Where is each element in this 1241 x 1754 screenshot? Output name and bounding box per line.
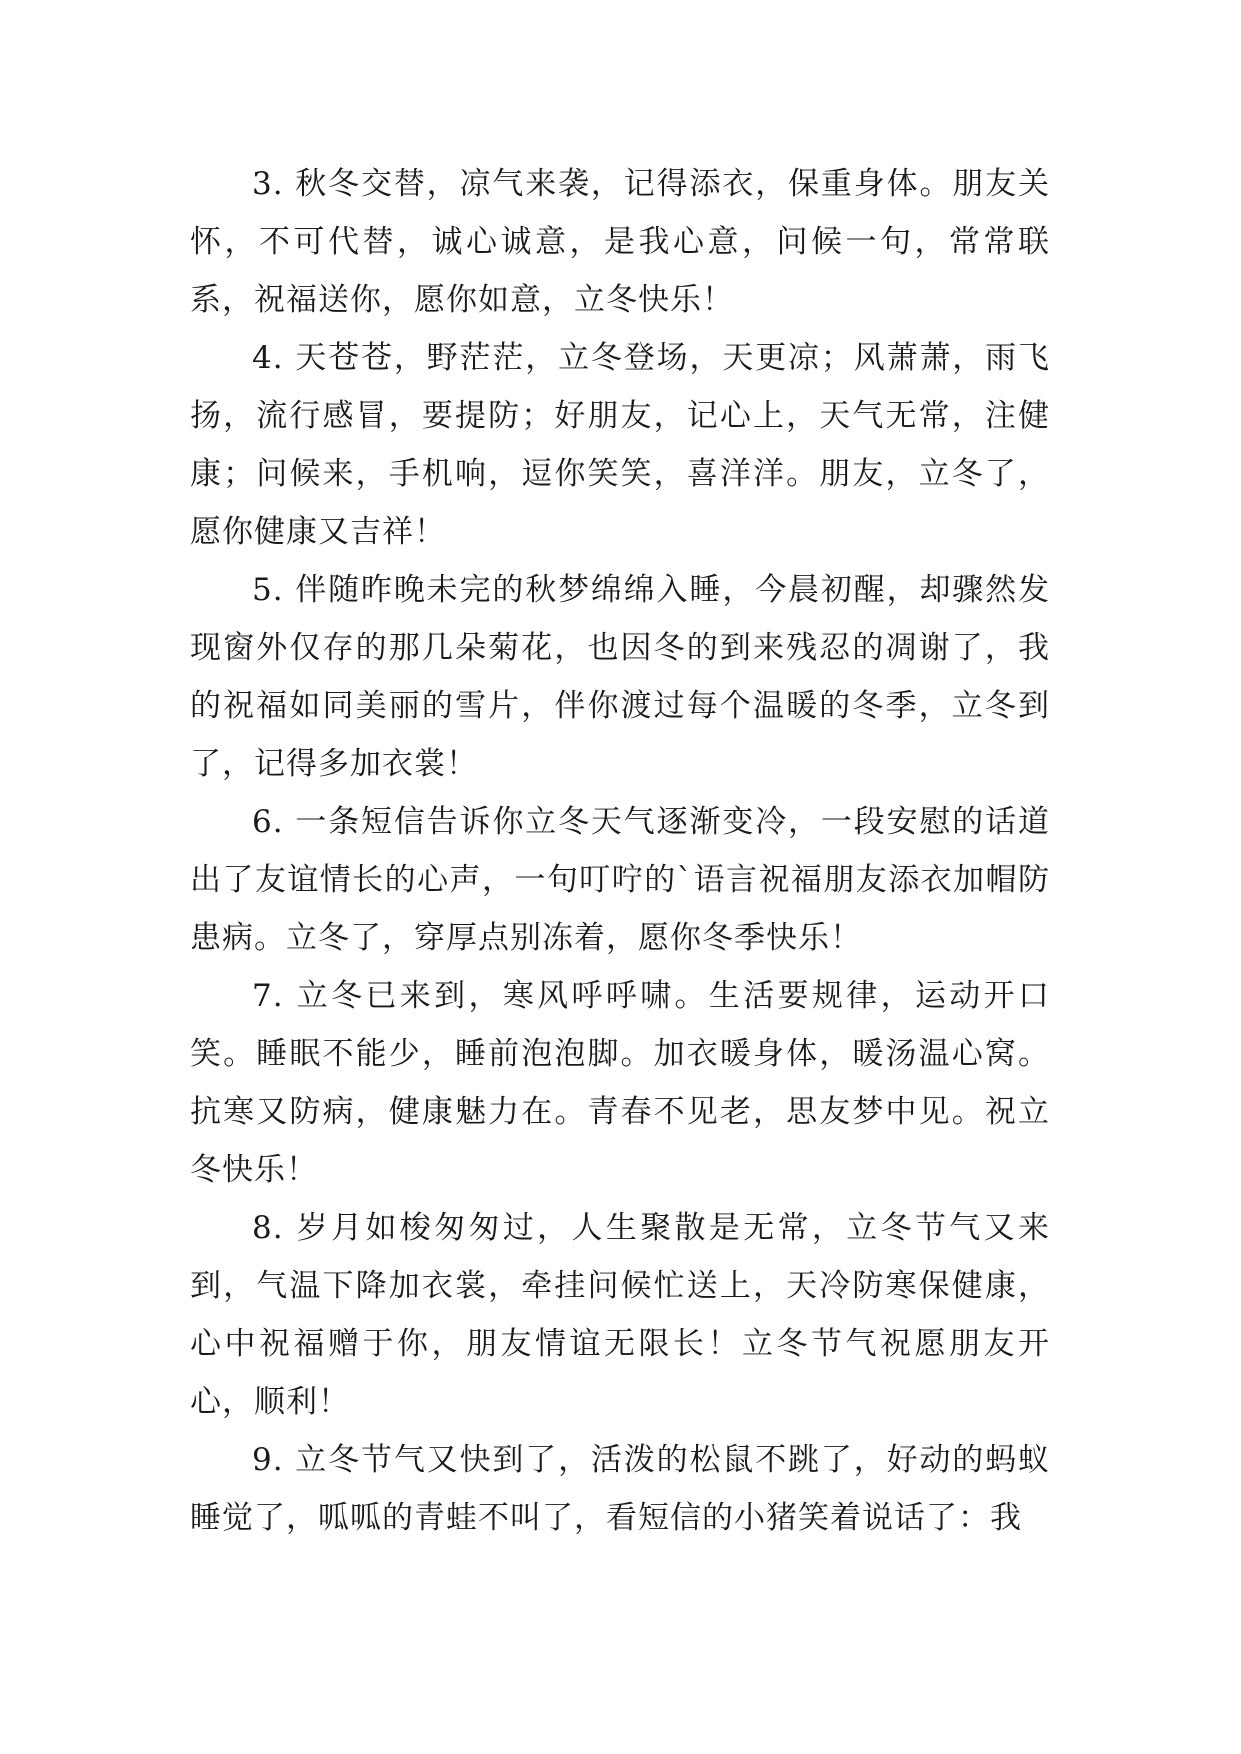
document-body bbox=[190, 155, 1050, 1547]
paragraph-7: 7. 立冬已来到，寒风呼呼啸。生活要规律，运动开口笑。睡眠不能少，睡前泡泡脚。加衣暖身体，暖汤温心窝。抗寒又防病，健康魅力在。青春不见老，思友梦中见。祝立冬快乐！ bbox=[190, 978, 1050, 1188]
paragraph-3: 3. 秋冬交替，凉气来袭，记得添衣，保重身体。朋友关怀，不可代替，诚心诚意，是我心意，问候一句，常常联系，祝福送你，愿你如意，立冬快乐！ bbox=[190, 166, 1050, 318]
paragraph-5: 5. 伴随昨晚未完的秋梦绵绵入睡，今晨初醒，却骤然发现窗外仅存的那几朵菊花，也因冬的到来残忍的凋谢了，我的祝福如同美丽的雪片，伴你渡过每个温暖的冬季，立冬到了，记得多加衣裳！ bbox=[190, 572, 1050, 782]
paragraph-6: 6. 一条短信告诉你立冬天气逐渐变冷，一段安慰的话道出了友谊情长的心声，一句叮咛的`语言祝福朋友添衣加帽防患病。立冬了，穿厚点别冻着，愿你冬季快乐！ bbox=[190, 804, 1050, 956]
paragraph-8: 8. 岁月如梭匆匆过，人生聚散是无常，立冬节气又来到，气温下降加衣裳，牵挂问候忙送上，天冷防寒保健康，心中祝福赠于你，朋友情谊无限长！立冬节气祝愿朋友开心，顺利！ bbox=[190, 1210, 1050, 1420]
paragraph-9: 9. 立冬节气又快到了，活泼的松鼠不跳了，好动的蚂蚁睡觉了，呱呱的青蛙不叫了，看短信的小猪笑着说话了：我 bbox=[190, 1442, 1050, 1536]
paragraph-4: 4. 天苍苍，野茫茫，立冬登场，天更凉；风萧萧，雨飞扬，流行感冒，要提防；好朋友，记心上，天气无常，注健康；问候来，手机响，逗你笑笑，喜洋洋。朋友，立冬了，愿你健康又吉祥！ bbox=[190, 340, 1050, 550]
